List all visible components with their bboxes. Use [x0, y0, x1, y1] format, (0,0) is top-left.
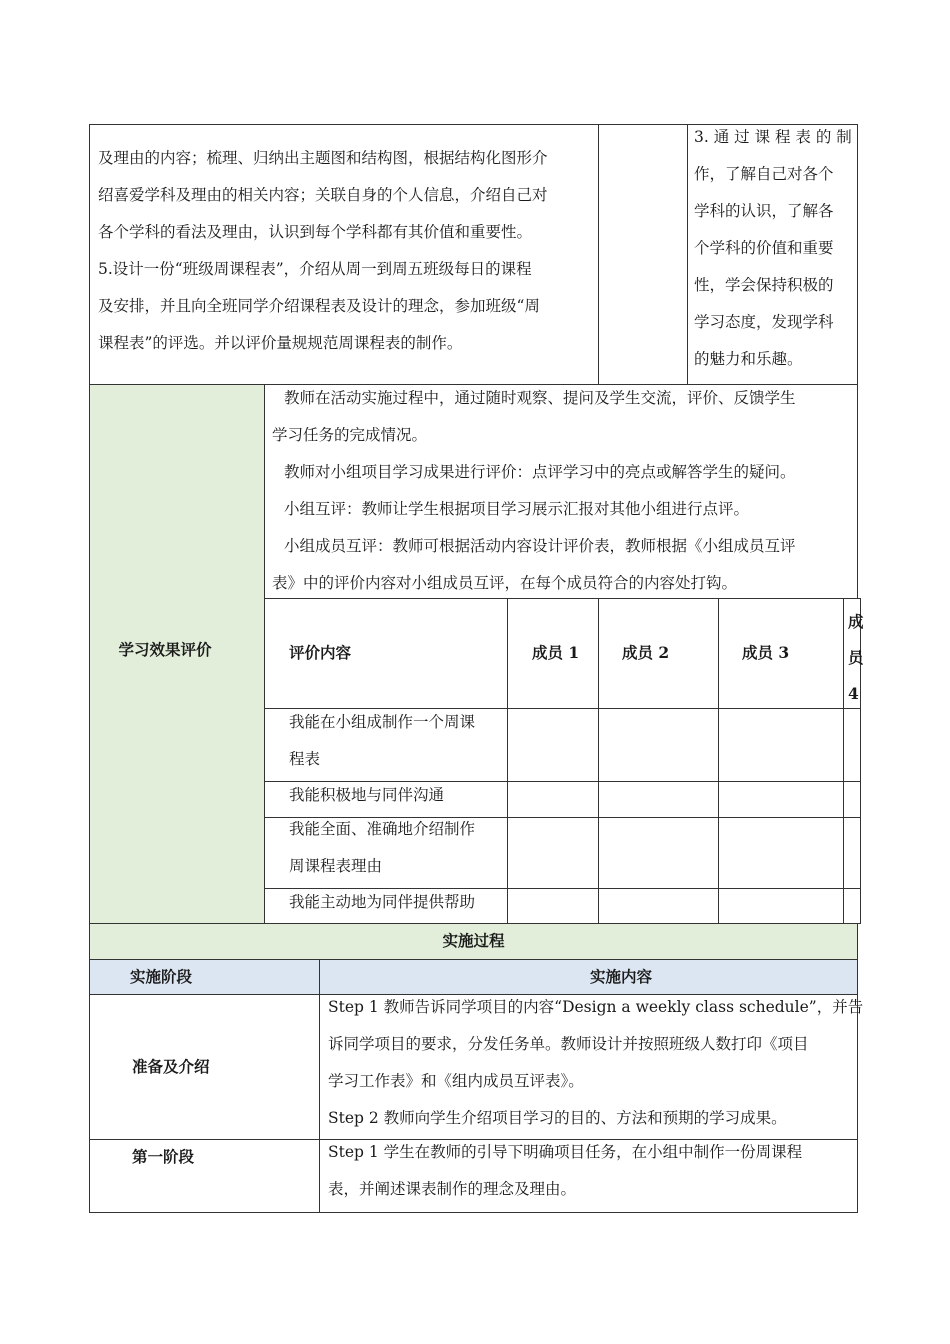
- evaluation-line: 小组成员互评：教师可根据活动内容设计评价表，教师根据《小组成员互评: [284, 537, 796, 555]
- evaluation-line: 小组互评：教师让学生根据项目学习展示汇报对其他小组进行点评。: [284, 500, 750, 518]
- eval-row-cell: [507, 781, 599, 818]
- text-line: 个学科的价值和重要: [694, 239, 834, 257]
- text-line: 3. 通 过 课 程 表 的 制: [694, 128, 852, 146]
- eval-row-cell: [598, 781, 719, 818]
- text-line: 学科的认识，了解各: [694, 202, 834, 220]
- top-left-text: [98, 140, 594, 362]
- eval-row-cell: [507, 708, 599, 782]
- eval-row-cell: [507, 888, 599, 924]
- eval-row-cell: [718, 817, 844, 889]
- text-line: 及理由的内容；梳理、归纳出主题图和结构图，根据结构化图形介: [98, 149, 548, 167]
- eval-header-content-label: 评价内容: [289, 643, 352, 662]
- eval-row-text: [289, 811, 475, 885]
- text-line: 作，了解自己对各个: [694, 165, 834, 183]
- process-title: 实施过程: [442, 931, 505, 950]
- process-line: 诉同学项目的要求，分发任务单。教师设计并按照班级人数打印《项目: [328, 1035, 809, 1053]
- process-col-stage: 实施阶段: [130, 967, 193, 986]
- eval-row-cell: [843, 781, 861, 818]
- evaluation-line: 表》中的评价内容对小组成员互评，在每个成员符合的内容处打钩。: [272, 574, 738, 592]
- top-right-text: [694, 119, 854, 378]
- process-line: Step 1 学生在教师的引导下明确项目任务，在小组中制作一份周课程: [328, 1143, 803, 1161]
- process-stage-cell: [89, 1139, 320, 1213]
- eval-row-cell: [598, 708, 719, 782]
- text-line: 绍喜爱学科及理由的相关内容；关联自身的个人信息，介绍自己对: [98, 186, 548, 204]
- eval-row-text: [289, 704, 475, 778]
- evaluation-line: 学习任务的完成情况。: [272, 426, 428, 444]
- text-line: 及安排，并且向全班同学介绍课程表及设计的理念，参加班级“周: [98, 297, 540, 315]
- eval-row-text: [289, 777, 444, 814]
- eval-row-cell: [718, 781, 844, 818]
- eval-row-line: 我能主动地为同伴提供帮助: [289, 893, 476, 911]
- eval-row-cell: [718, 888, 844, 924]
- evaluation-label: 学习效果评价: [118, 640, 212, 659]
- eval-row-cell: [843, 888, 861, 924]
- eval-row-cell: [598, 817, 719, 889]
- process-content-text: [328, 989, 864, 1137]
- eval-row-line: 我能积极地与同伴沟通: [289, 786, 445, 804]
- process-col-stage-cell: [89, 959, 320, 995]
- text-line: 各个学科的看法及理由，认识到每个学科都有其价值和重要性。: [98, 223, 533, 241]
- process-line: 表，并阐述课表制作的理念及理由。: [328, 1180, 577, 1198]
- text-line: 5.设计一份“班级周课程表”，介绍从周一到周五班级每日的课程: [98, 260, 532, 278]
- eval-header-member1-label: 成员 1: [532, 643, 580, 662]
- eval-row-text: [289, 884, 475, 921]
- eval-row-line: 程表: [289, 750, 321, 768]
- evaluation-paragraphs: [272, 380, 854, 602]
- eval-header-member4-char: 员: [848, 648, 864, 667]
- eval-row-cell: [507, 817, 599, 889]
- process-line: Step 2 教师向学生介绍项目学习的目的、方法和预期的学习成果。: [328, 1109, 787, 1127]
- process-line: Step 1 教师告诉同学项目的内容“Design a weekly class schedule”，并告: [328, 998, 864, 1016]
- eval-header-member3-label: 成员 3: [742, 643, 790, 662]
- text-line: 学习态度，发现学科: [694, 313, 834, 331]
- top-middle-cell: [598, 124, 688, 385]
- process-line: 学习工作表》和《组内成员互评表》。: [328, 1072, 584, 1090]
- eval-header-member4-char: 成: [848, 612, 864, 631]
- eval-row-cell: [843, 708, 861, 782]
- text-line: 的魅力和乐趣。: [694, 350, 803, 368]
- eval-row-line: 我能全面、准确地介绍制作: [289, 820, 476, 838]
- eval-row-cell: [598, 888, 719, 924]
- text-line: 性，学会保持积极的: [694, 276, 834, 294]
- eval-row-line: 我能在小组成制作一个周课: [289, 713, 476, 731]
- eval-header-member4-label: [848, 604, 868, 712]
- eval-header-member4-char: 4: [848, 684, 859, 703]
- eval-header-member2-label: 成员 2: [622, 643, 670, 662]
- process-stage-label: 第一阶段: [132, 1147, 195, 1166]
- process-content-text: [328, 1134, 854, 1208]
- process-stage-label: 准备及介绍: [132, 1057, 210, 1076]
- eval-row-cell: [718, 708, 844, 782]
- process-col-content: 实施内容: [589, 967, 652, 986]
- evaluation-line: 教师在活动实施过程中，通过随时观察、提问及学生交流，评价、反馈学生: [284, 389, 796, 407]
- evaluation-line: 教师对小组项目学习成果进行评价：点评学习中的亮点或解答学生的疑问。: [284, 463, 796, 481]
- eval-row-line: 周课程表理由: [289, 857, 383, 875]
- eval-row-cell: [843, 817, 861, 889]
- text-line: 课程表”的评选。并以评价量规规范周课程表的制作。: [98, 334, 463, 352]
